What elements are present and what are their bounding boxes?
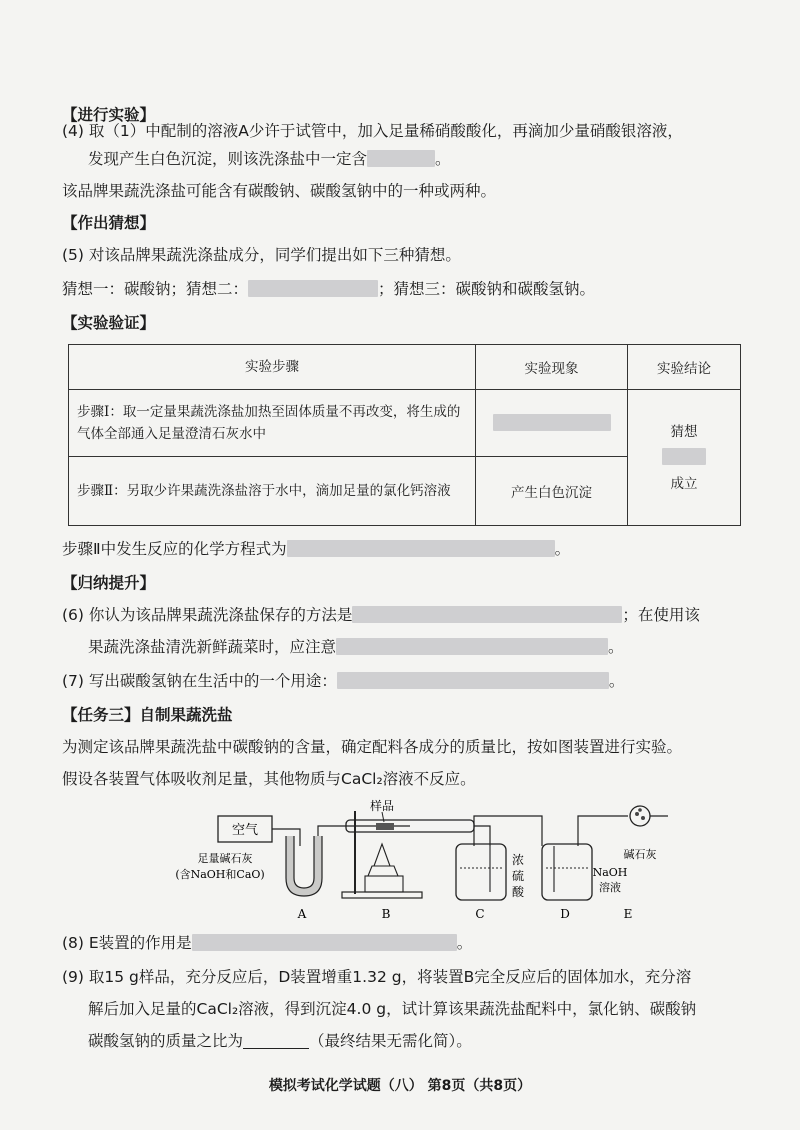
q4-answer-blank[interactable] <box>367 150 435 167</box>
lime-a-label1: 足量碱石灰 <box>197 852 253 865</box>
conclusion-cell <box>628 390 741 526</box>
heading-experiment: 【进行实验】 <box>62 106 156 124</box>
info-line: 该品牌果蔬洗涤盐可能含有碳酸钠、碳酸氢钠中的一种或两种。 <box>62 182 497 200</box>
q9-text: 碳酸氢钠的质量之比为 <box>88 1032 244 1050</box>
q4-line2-end: 。 <box>435 150 451 168</box>
guess-text-a: 猜想一：碳酸钠；猜想二： <box>62 280 249 298</box>
sample-mark <box>376 823 394 830</box>
q8-text: (8) E装置的作用是 <box>62 934 192 952</box>
q9-line2: 解后加入足量的CaCl₂溶液，得到沉淀4.0 g，试计算该果蔬洗盐配料中，氯化钠、碳酸钠 <box>88 1000 697 1018</box>
q8-end: 。 <box>456 934 473 952</box>
step2-cell: 步骤Ⅱ：另取少许果蔬洗涤盐溶于水中，滴加足量的氯化钙溶液 <box>69 457 476 526</box>
task3-tag: 【任务三】 <box>62 706 140 724</box>
lamp-body <box>368 866 398 876</box>
label-d: D <box>560 907 570 921</box>
guess2-answer-blank[interactable] <box>248 280 378 297</box>
label-c: C <box>475 907 485 921</box>
label-a: A <box>297 907 307 921</box>
th-observation: 实验现象 <box>476 345 628 390</box>
q8-answer-blank[interactable] <box>192 934 457 951</box>
obs2-cell: 产生白色沉淀 <box>476 457 628 526</box>
q6-text-b: ；在使用该 <box>622 606 700 624</box>
lime-e-label: 碱石灰 <box>623 848 657 861</box>
th-conclusion: 实验结论 <box>628 345 741 390</box>
q4-line2-text: 发现产生白色沉淀，则该洗涤盐中一定含 <box>88 150 368 168</box>
q9-answer-blank[interactable] <box>243 1032 309 1049</box>
q9-line1: (9) 取15 g样品，充分反应后，D装置增重1.32 g，将装置B完全反应后的固体加水，充分溶 <box>62 968 692 986</box>
heading-verification: 【实验验证】 <box>62 314 156 332</box>
naoh-label2: 溶液 <box>599 881 621 894</box>
task3-para2: 假设各装置气体吸收剂足量，其他物质与CaCl₂溶液不反应。 <box>62 770 476 788</box>
q7-text: (7) 写出碳酸氢钠在生活中的一个用途： <box>62 672 337 690</box>
conclusion-text-b: 成立 <box>670 475 698 492</box>
label-b: B <box>381 907 391 921</box>
q4-line1: (4) 取（1）中配制的溶液A少许于试管中，加入足量稀硝酸酸化，再滴加少量硝酸银溶液， <box>62 122 683 140</box>
q4-line2 <box>88 148 451 170</box>
equation-text: 步骤Ⅱ中发生反应的化学方程式为 <box>62 540 287 558</box>
h2so4-label3: 酸 <box>511 885 525 899</box>
q6-text-a: (6) 你认为该品牌果蔬洗涤盐保存的方法是 <box>62 606 353 624</box>
lamp-flame <box>374 844 390 866</box>
air-label: 空气 <box>231 823 259 838</box>
guess-line <box>62 278 595 300</box>
tube-c-d <box>474 816 542 846</box>
q6-text-c: 果蔬洗涤盐清洗新鲜蔬菜时，应注意 <box>88 638 337 656</box>
q6-line2 <box>88 636 624 658</box>
obs1-cell <box>476 390 628 457</box>
apparatus-diagram <box>150 796 670 926</box>
conclusion-answer-blank[interactable] <box>662 448 706 465</box>
q7-line <box>62 670 624 692</box>
obs1-answer-blank[interactable] <box>493 414 611 431</box>
lime-a-label2: (含NaOH和CaO) <box>175 868 265 881</box>
q8-line <box>62 932 472 954</box>
q7-end: 。 <box>608 672 625 690</box>
tube-b-c <box>474 826 490 846</box>
naoh-label1: NaOH <box>592 866 628 879</box>
h2so4-label2: 硫 <box>511 869 525 883</box>
q6-text-d: 。 <box>608 638 624 656</box>
label-e: E <box>623 907 633 921</box>
th-steps: 实验步骤 <box>69 345 476 390</box>
equation-line <box>62 538 570 560</box>
tube-a-b <box>318 826 410 836</box>
page-footer: 模拟考试化学试题（八） 第8页（共8页） <box>268 1078 532 1094</box>
q9-line3 <box>88 1030 472 1052</box>
task3-title: 自制果蔬洗盐 <box>139 706 233 724</box>
q9-end: （最终结果无需化简）。 <box>309 1032 472 1050</box>
heading-hypothesis: 【作出猜想】 <box>62 214 156 232</box>
q5-line: (5) 对该品牌果蔬洗涤盐成分，同学们提出如下三种猜想。 <box>62 246 461 264</box>
sample-label: 样品 <box>369 799 395 813</box>
experiment-table <box>68 344 741 526</box>
tube-d-e <box>578 816 628 846</box>
guess-text-b: ；猜想三：碳酸钠和碳酸氢钠。 <box>378 280 596 298</box>
q7-use-blank[interactable] <box>337 672 609 689</box>
equation-answer-blank[interactable] <box>287 540 555 557</box>
q6-storage-blank[interactable] <box>352 606 622 623</box>
heading-summary: 【归纳提升】 <box>62 574 156 592</box>
step1-cell: 步骤Ⅰ：取一定量果蔬洗涤盐加热至固体质量不再改变，将生成的气体全部通入足量澄清石灰水中 <box>69 390 476 457</box>
q6-line1 <box>62 604 700 626</box>
equation-end: 。 <box>554 540 571 558</box>
task3-para1: 为测定该品牌果蔬洗盐中碳酸钠的含量，确定配料各成分的质量比，按如图装置进行实验。 <box>62 738 683 756</box>
task3-heading <box>62 704 233 726</box>
lamp-stand <box>365 876 403 892</box>
conclusion-text-a: 猜想 <box>670 423 698 440</box>
h2so4-label1: 浓 <box>511 853 525 867</box>
q6-caution-blank[interactable] <box>336 638 608 655</box>
bottle-d <box>542 844 592 900</box>
bottle-c <box>456 844 506 900</box>
